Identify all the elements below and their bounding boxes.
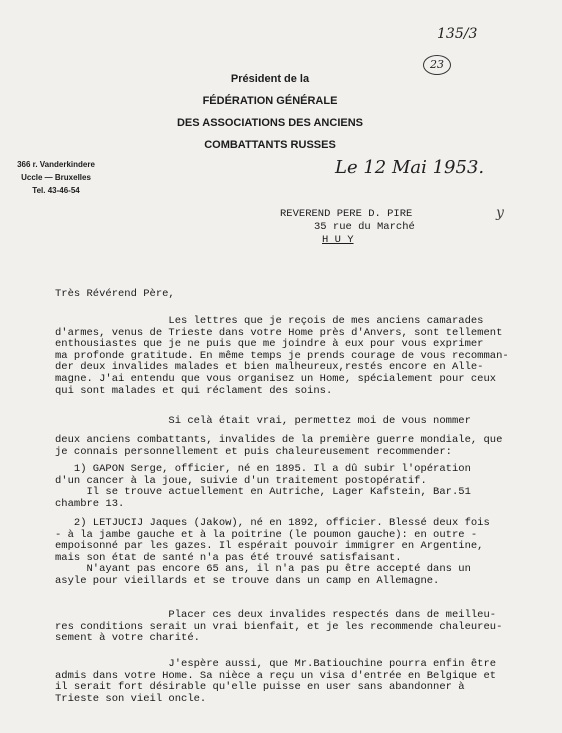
letterhead-line-4: COMBATTANTS RUSSES: [204, 139, 336, 151]
letter-date: Le 12 Mai 1953.: [335, 157, 485, 178]
recipient-line-3: H U Y: [322, 234, 354, 246]
sender-city: Uccle — Bruxelles: [21, 173, 91, 182]
letterhead-line-3: DES ASSOCIATIONS DES ANCIENS: [176, 117, 363, 129]
letterhead: [160, 68, 380, 156]
letterhead-line-2: FÉDÉRATION GÉNÉRALE: [202, 95, 338, 107]
recipient-line-2: 35 rue du Marché: [314, 221, 415, 233]
folio-number: 23: [423, 55, 451, 75]
body-paragraph-1: Les lettres que je reçois de mes anciens camarades d'armes, venus de Trieste dans votre Home près d'Anvers, sont tellement enthousiastes que je ne puis que me joindre à eux pour vous exprimer ma profonde gratitude. En même temps je prends courage de vous recomman- der deux invalides malades et bien malheureux,restés encore en Alle- magne. J'ai entendu que vous organisez un Home, spécialement pour ceux qui sont malades et qui réclament des soins.: [55, 315, 509, 397]
body-paragraph-2: Si celà était vrai, permettez moi de vous nommer: [55, 415, 471, 427]
salutation: Très Révérend Père,: [55, 288, 175, 300]
margin-mark: y: [496, 205, 504, 221]
letterhead-line-1: Président de la: [230, 73, 310, 85]
recipient-address: [280, 208, 415, 247]
body-paragraph-4: 1) GAPON Serge, officier, né en 1895. Il a dû subir l'opération d'un cancer à la joue, suivie d'un traitement postopératif. Il se trouve actuellement en Autriche, Lager Kafstein, Bar.51 chambre 13.: [55, 463, 471, 510]
recipient-line-1: REVEREND PERE D. PIRE: [280, 208, 413, 220]
sender-address: [8, 158, 104, 197]
sender-street: 366 r. Vanderkindere: [17, 160, 95, 169]
body-paragraph-3: deux anciens combattants, invalides de la première guerre mondiale, que je connais personnellement et puis chaleureusement recommender:: [55, 434, 503, 458]
archive-reference: 135/3: [437, 26, 478, 42]
body-paragraph-7: J'espère aussi, que Mr.Batiouchine pourra enfin être admis dans votre Home. Sa nièce a reçu un visa d'entrée en Belgique et il serait fort désirable qu'elle puisse en user sans abandonner à Trieste son vieil oncle.: [55, 658, 497, 705]
body-paragraph-5: 2) LETJUCIJ Jaques (Jakow), né en 1892, officier. Blessé deux fois - à la jambe gauche et à la poitrine (le poumon gauche): en outre - empoisonné par les gazes. Il espérait pouvoir immigrer en Argentine, mais son état de santé n'a pas été trouvé satisfaisant. N'ayant pas encore 65 ans, il n'a pas pu être accepté dans un asyle pour vieillards et se trouve dans un camp en Allemagne.: [55, 517, 490, 587]
body-paragraph-6: Placer ces deux invalides respectés dans de meilleu- res conditions serait un vrai bienfait, et je les recommende chaleureu- sement à votre charité.: [55, 609, 503, 645]
sender-phone: Tel. 43-46-54: [32, 186, 80, 195]
